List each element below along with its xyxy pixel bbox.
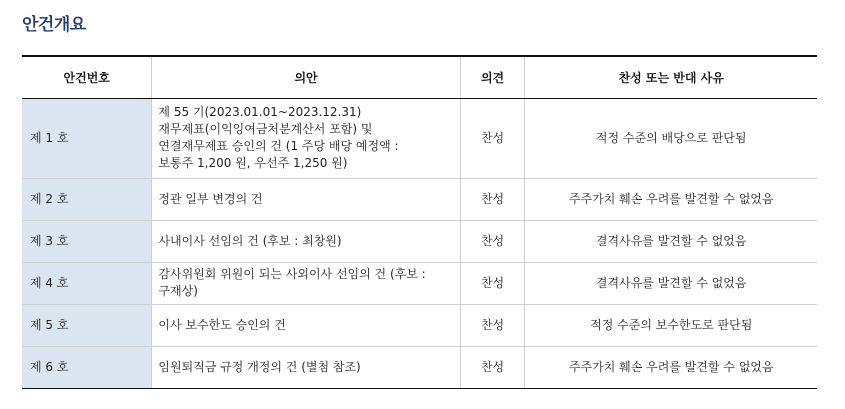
header-reason: 찬성 또는 반대 사유 [525,56,817,98]
opinion-cell: 찬성 [460,98,525,178]
section-title: 안건개요 [22,15,86,35]
agenda-number-cell: 제 6 호 [22,346,152,388]
agenda-line: 보통주 1,200 원, 우선주 1,250 원) [158,156,348,170]
agenda-cell [152,178,460,220]
table-row [22,220,817,262]
reason-cell: 주주가치 훼손 우려를 발견할 수 없었음 [525,346,817,388]
table-row [22,262,817,304]
reason-cell: 적정 수준의 배당으로 판단됨 [525,98,817,178]
table-header-row [22,56,817,98]
header-opinion: 의견 [460,56,525,98]
opinion-cell: 찬성 [460,262,525,304]
agenda-line: 제 55 기(2023.01.01~2023.12.31) [158,105,362,119]
agenda-line: 구재상) [158,284,198,298]
agenda-table [22,55,817,389]
agenda-number-cell: 제 5 호 [22,304,152,346]
agenda-cell [152,304,460,346]
opinion-cell: 찬성 [460,220,525,262]
agenda-number-cell: 제 4 호 [22,262,152,304]
reason-cell: 결격사유를 발견할 수 없었음 [525,262,817,304]
agenda-number-cell: 제 3 호 [22,220,152,262]
opinion-cell: 찬성 [460,178,525,220]
agenda-cell [152,262,460,304]
header-agenda: 의안 [152,56,460,98]
agenda-number-cell: 제 1 호 [22,98,152,178]
header-agenda-number: 안건번호 [22,56,152,98]
reason-cell: 주주가치 훼손 우려를 발견할 수 없었음 [525,178,817,220]
agenda-line: 이사 보수한도 승인의 건 [158,317,286,332]
agenda-line: 감사위원회 위원이 되는 사외이사 선임의 건 (후보 : [158,267,426,281]
opinion-cell: 찬성 [460,346,525,388]
table-row [22,346,817,388]
table-row [22,98,817,178]
agenda-line: 재무제표(이익잉여금처분계산서 포함) 및 [158,122,373,136]
reason-cell: 결격사유를 발견할 수 없었음 [525,220,817,262]
agenda-line: 임원퇴직금 규정 개정의 건 (별첨 참조) [158,359,361,374]
agenda-number-cell: 제 2 호 [22,178,152,220]
agenda-cell [152,220,460,262]
agenda-line: 정관 일부 변경의 건 [158,191,263,206]
table-row [22,178,817,220]
table-row [22,304,817,346]
agenda-cell [152,98,460,178]
agenda-cell [152,346,460,388]
agenda-line: 사내이사 선임의 건 (후보 : 최창원) [158,233,342,248]
opinion-cell: 찬성 [460,304,525,346]
agenda-line: 연결재무제표 승인의 건 (1 주당 배당 예정액 : [158,139,399,153]
reason-cell: 적정 수준의 보수한도로 판단됨 [525,304,817,346]
